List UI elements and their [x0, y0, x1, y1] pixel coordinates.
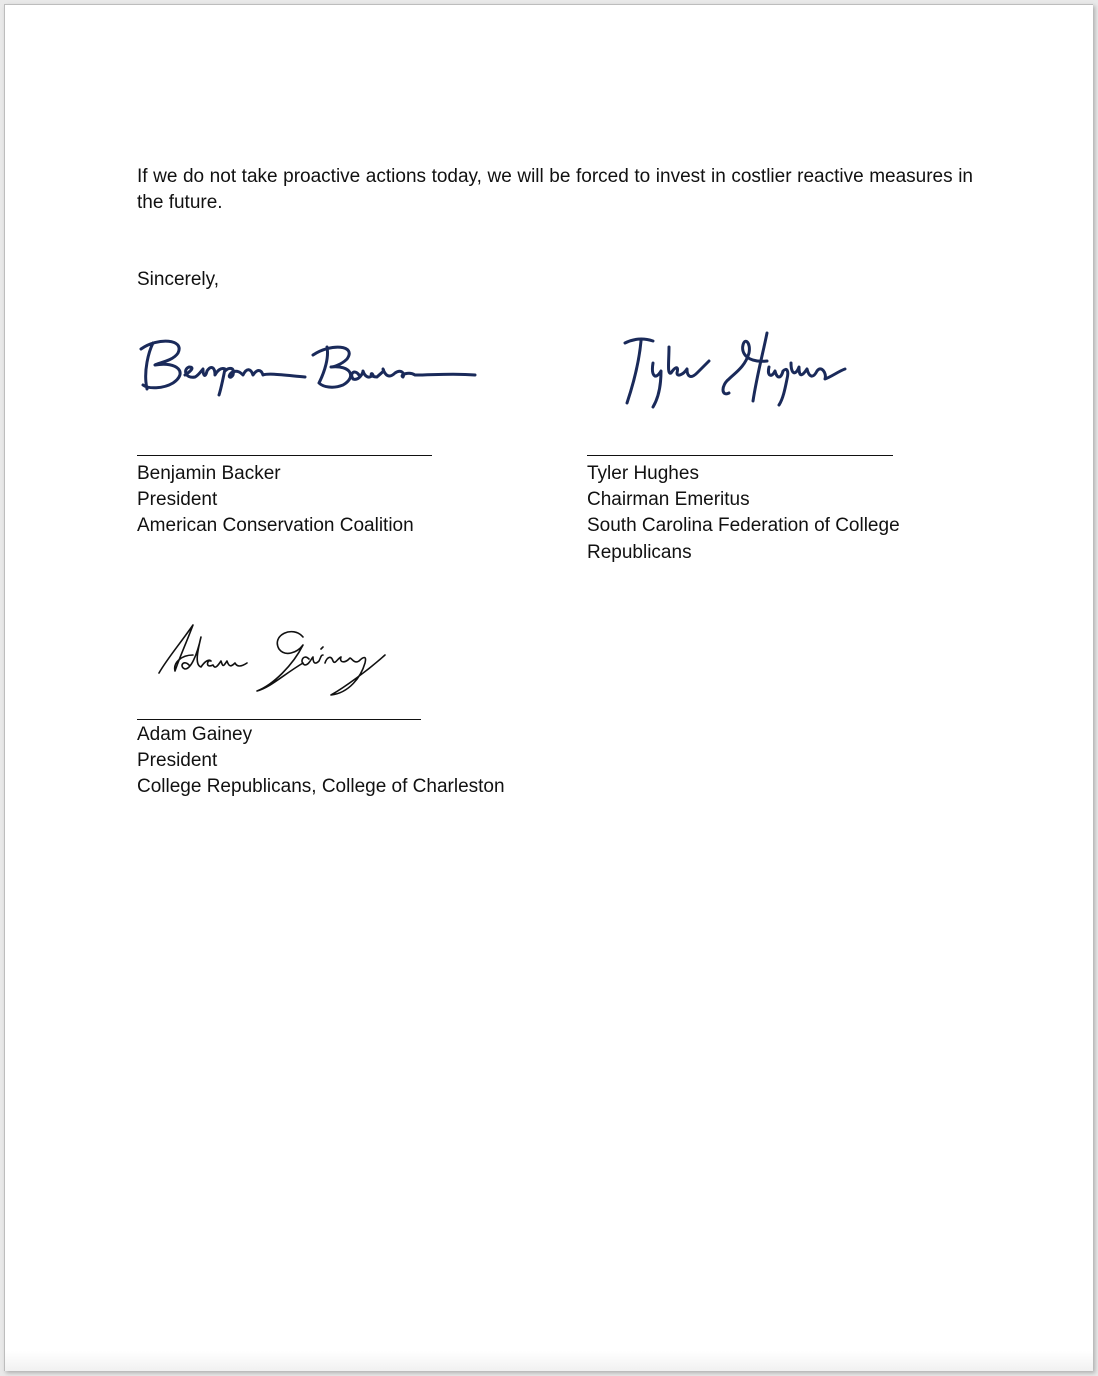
signature-benjamin-backer — [133, 331, 478, 401]
signatory-title: President — [137, 489, 218, 510]
body-paragraph: If we do not take proactive actions today, we will be forced to invest in costlier reactive measures in the future. — [137, 166, 973, 213]
signature-line-3 — [137, 719, 421, 720]
signatory-title: Chairman Emeritus — [587, 489, 750, 510]
signature-adam-gainey — [153, 615, 393, 701]
signatory-name: Benjamin Backer — [137, 463, 281, 484]
signatory-organization-line1: South Carolina Federation of College — [587, 515, 900, 536]
signatory-block-tyler-hughes — [587, 461, 900, 566]
signature-tyler-hughes — [617, 323, 857, 415]
signatory-organization: American Conservation Coalition — [137, 515, 414, 536]
signatory-name: Tyler Hughes — [587, 463, 699, 484]
signature-line-1 — [137, 455, 432, 456]
signatory-organization-line2: Republicans — [587, 542, 692, 563]
signature-line-2 — [587, 455, 893, 456]
signatory-block-adam-gainey — [137, 722, 505, 800]
page-bottom-shade — [5, 1351, 1093, 1371]
document-page — [4, 4, 1093, 1371]
signatory-name: Adam Gainey — [137, 724, 253, 745]
signatory-block-benjamin-backer — [137, 461, 414, 539]
signatory-title: President — [137, 750, 218, 771]
signatory-organization: College Republicans, College of Charleston — [137, 776, 505, 797]
closing-salutation: Sincerely, — [137, 269, 220, 290]
